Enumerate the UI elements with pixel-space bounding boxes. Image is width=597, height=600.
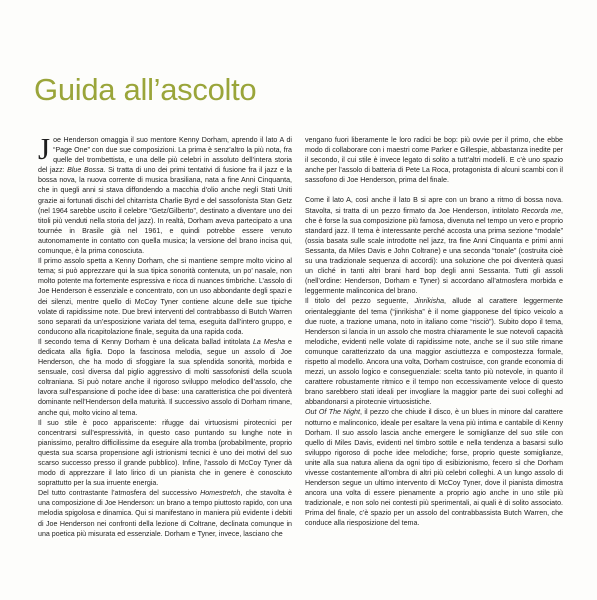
paragraph-gap (305, 185, 563, 195)
drop-cap: J (38, 131, 51, 166)
paragraph-homestretch: Del tutto contrastante l’atmosfera del successivo Homestretch, che stavolta è una composizione di Joe Henderson: un brano a tempo piuttosto rapido, con una melodia spigolosa e dinamica. Qui si manifestano in maniera più evidente i debiti di Joe Henderson nei confronti della lezione di Coltrane, declinata comunque in una poetica più misurata ed essenziale. Dorham e Tyner, invece, lasciano che (38, 489, 292, 538)
paragraph-la-mesha: Il secondo tema di Kenny Dorham è una delicata ballad intitolata La Mesha e dedicata alla figlia. Dopo la fascinosa melodia, segue un assolo di Joe Henderson, che ha modo di sfoggiare la sua splendida sonorità, morbida e sensuale, così diversa dal piglio aggressivo di molti sassofonisti della scuola coltraniana. Si può notare anche il rigoroso sviluppo melodico dell’assolo, che lavora sull’espansione di poche idee di base: una caratteristica che poi diventerà dominante nell’Henderson della maturità. Il successivo assolo di Dorham rimane, anche qui, molto vicino al tema. (38, 337, 292, 417)
paragraph-intro-text: oe Henderson omaggia il suo mentore Kenny Dorham, aprendo il lato A di “Page One” con due sue composizioni. La prima è senz’altro la più nota, fra quelle del trombettista, e una delle più celebri in assoluto dell’intera storia del jazz: Blue Bossa. Si tratta di uno dei primi tentativi di fusione fra il jazz e la bossa nova, la nuova corrente di musica brasiliana, nata a fine Anni Cinquanta, che in quegli anni si stava diffondendo a macchia d’olio anche negli Stati Uniti grazie ai fortunati dischi del chitarrista Charlie Byrd e del sassofonista Stan Getz (nel 1964 sarebbe uscito il celebre “Getz/Gilberto”, destinato a diventare uno dei titoli più venduti nella storia del jazz). In realtà, Dorham aveva partecipato a una tournée in Brasile già nel 1961, e quindi potrebbe essere venuto autonomamente in contatto con quella musica; la versione del brano incisa qui, comunque, è la prima conosciuta. (38, 136, 292, 256)
paragraph-blue-bossa-solos: Il primo assolo spetta a Kenny Dorham, che si mantiene sempre molto vicino al tema; si può apprezzare qui la sua tipica sonorità contenuta, un po’ nasale, non molto potente ma fortemente espressiva e ricca di nuances timbriche. L’assolo di Joe Henderson è essenziale e concentrato, con un uso abbondante degli spazi e dei silenzi, mentre quello di McCoy Tyner contiene alcune delle sue tipiche volate di rapidissime note. Due brevi interventi del contrabbasso di Butch Warren sono separati da un’esposizione variata del tema, eseguita dall’intero gruppo, e conducono alla ricapitolazione finale, seguita da una rapida coda. (38, 257, 292, 336)
paragraph-recorda-me: Come il lato A, così anche il lato B si apre con un brano a ritmo di bossa nova. Stavolta, si tratta di un pezzo firmato da Joe Henderson, intitolato Recorda me, che è forse la sua composizione più famosa, divenuta nel tempo un vero e proprio standard jazz. Il tema è interessante perché accosta una prima sezione “modale” (ossia basata sulle scale introdotte nel jazz, tra fine Anni Cinquanta e primi anni Sessanta, da Miles Davis e John Coltrane) e una seconda “tonale” (costruita cioè su una tradizionale sequenza di accordi): una soluzione che poi diventerà quasi un cliché in tanti altri brani hard bop degli anni Sessanta. Tutti gli assoli (nell’ordine: Henderson, Dorham e Tyner) si accordano all’atmosfera morbida e leggermente malinconica del brano. (305, 196, 564, 296)
paragraph-homestretch-cont: vengano fuori liberamente le loro radici be bop: più ovvie per il primo, che ebbe modo di collaborare con i maestri come Parker e Gillespie, abbastanza inedite per il secondo, il cui stile è invece legato di solito a tutt’altri modelli. E c’è uno spazio anche per l’assolo di batteria di Pete La Roca, protagonista di alcuni scambi con il sassofono di Joe Henderson, prima del finale. (305, 136, 563, 185)
paragraph-intro (38, 131, 292, 256)
right-column (305, 135, 563, 529)
paragraph-out-of-the-night: Out Of The Night, il pezzo che chiude il disco, è un blues in minore dal carattere notturno e malinconico, ideale per esaltare la vena più intima e cantabile di Kenny Dorham. Il suo assolo lascia anche emergere le somiglianze del suo stile con quello di Miles Davis, evidenti nel timbro sottile e nella tendenza a basarsi sullo sviluppo rigoroso di poche idee melodiche; forse, proprio queste somiglianze, unite alla sua natura aliena da ogni tipo di esibizionismo, fecero sì che Dorham vivesse costantemente all’ombra di altri più celebri colleghi. A un lungo assolo di Henderson segue un ultimo intervento di McCoy Tyner, dove il pianista dimostra ancora una volta di essere pienamente a proprio agio anche in uno stile più tradizionale, e non solo nei contesti più sperimentali, ai quali è di solito associato. Prima del finale, c’è spazio per un assolo del contrabbassista Butch Warren, che conduce alla riesposizione del tema. (305, 408, 563, 528)
page-title: Guida all’ascolto (34, 72, 257, 107)
paragraph-dorham-style: Il suo stile è poco appariscente: rifugge dai virtuosismi pirotecnici per concentrarsi sull’espressività, in questo caso puntando su lunghe note in pianissimo, peraltro difficilissime da eseguire alla tromba (probabilmente, proprio questa sua scarsa propensione agli istrionismi tecnici è uno dei motivi del suo scarso successo presso il grande pubblico). Infine, l’assolo di McCoy Tyner dà modo di apprezzare il lato lirico di un pianista che in genere è conosciuto soprattutto per la sua irruente energia. (38, 418, 292, 488)
left-column (38, 131, 292, 539)
paragraph-jinrikisha: Il titolo del pezzo seguente, Jinrikisha, allude al carattere leggermente orientaleggiante del tema (“jinrikisha” è il nome giapponese del tipico veicolo a due ruote, a trazione umana, noto in italiano come “risciò”). Subito dopo il tema, Henderson si lancia in un assolo che mostra chiaramente le sue notevoli capacità melodiche, evidenti nelle volate di rapidissime note, anche se il suo stile rimane comunque caratterizzato da una maggior asciuttezza e compostezza formale, rispetto al modello. Ancora una volta, Dorham costruisce, con grande economia di mezzi, un assolo logico e conseguenziale: scelta tanto più notevole, in quanto il carattere robustamente ritmico e il tempo non eccessivamente veloce di questo brano sarebbero stati ideali per invogliare la maggior parte dei suoi colleghi ad abbandonarsi a pirotecnie virtuosistiche. (305, 297, 563, 407)
